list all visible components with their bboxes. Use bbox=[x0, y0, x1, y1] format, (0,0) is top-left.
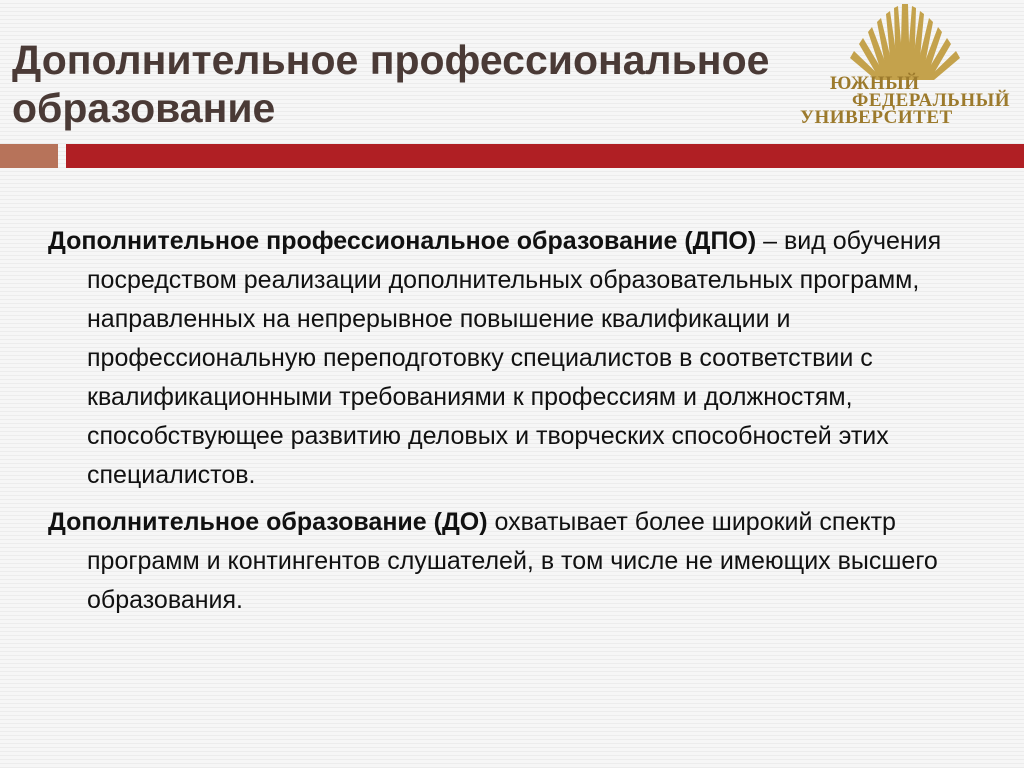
title-rule-bar bbox=[66, 144, 1024, 168]
definition-text: охватывает более широкий спектр программ и контингентов слушателей, в том числе не имеющих высшего образования. bbox=[87, 508, 938, 614]
definition-text: – вид обучения посредством реализации дополнительных образовательных программ, направленных на непрерывное повышение квалификации и профессиональную переподготовку специалистов в соответствии с квалификационными требованиями к профессиям и должностям, способствующее развитию деловых и творческих способностей этих специалистов. bbox=[87, 227, 942, 489]
definition-paragraph-do bbox=[48, 503, 988, 620]
definition-term: Дополнительное профессиональное образование (ДПО) bbox=[48, 227, 757, 255]
logo-text-line-1: ЮЖНЫЙ bbox=[830, 73, 920, 94]
accent-block bbox=[0, 144, 58, 168]
logo-text-line-2: ФЕДЕРАЛЬНЫЙ bbox=[852, 90, 1011, 111]
definition-paragraph-dpo bbox=[48, 222, 988, 495]
slide-body bbox=[48, 222, 988, 628]
slide-title: Дополнительное профессиональное образование bbox=[12, 37, 770, 131]
sunburst-logo-icon bbox=[830, 0, 980, 80]
university-logo bbox=[800, 0, 1010, 135]
definition-term: Дополнительное образование (ДО) bbox=[48, 508, 488, 536]
logo-text-line-3: УНИВЕРСИТЕТ bbox=[800, 107, 953, 128]
